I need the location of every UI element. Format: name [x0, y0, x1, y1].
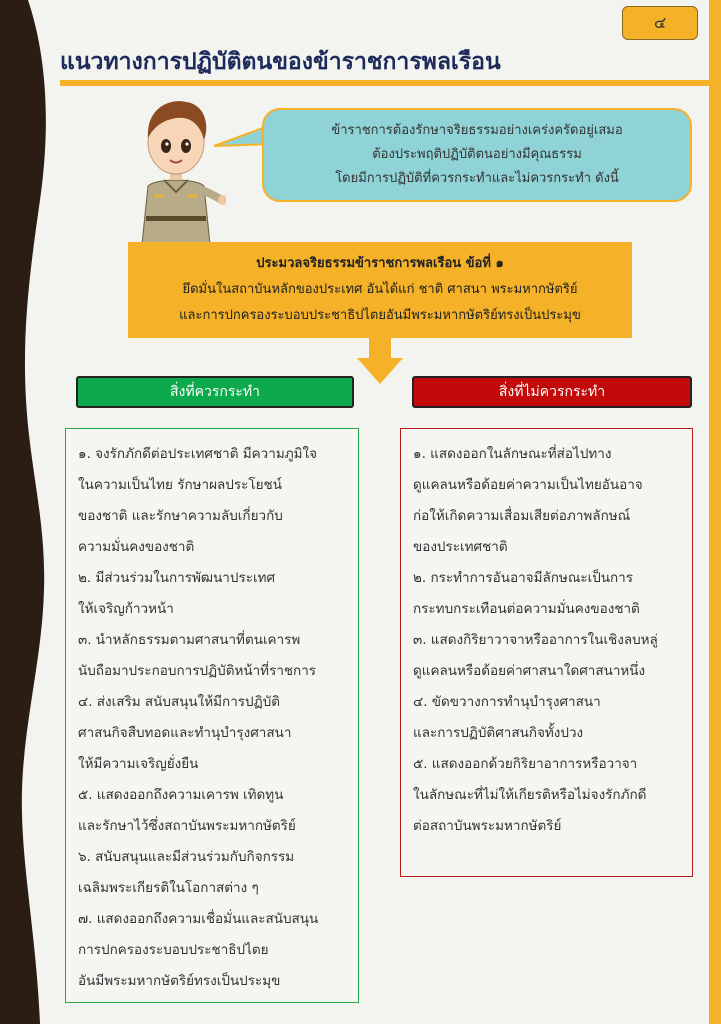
- left-decorative-band: [0, 0, 56, 1024]
- do-list-line: ๑. จงรักภักดีต่อประเทศชาติ มีความภูมิใจ: [78, 446, 318, 462]
- dont-list-line: ๒. กระทำการอันอาจมีลักษณะเป็นการ: [413, 570, 634, 586]
- do-list-line: ให้เจริญก้าวหน้า: [78, 601, 174, 617]
- right-accent-bar: [709, 0, 721, 1024]
- page-title: แนวทางการปฏิบัติตนของข้าราชการพลเรือน: [60, 49, 501, 75]
- do-list-line: การปกครองระบอบประชาธิปไตย: [78, 942, 269, 958]
- dont-list-line: และการปฏิบัติศาสนกิจทั้งปวง: [413, 725, 584, 741]
- dont-list-line: ก่อให้เกิดความเสื่อมเสียต่อภาพลักษณ์: [413, 508, 631, 524]
- speech-line: โดยมีการปฏิบัติที่ควรกระทำและไม่ควรกระทำ ดังนี้: [335, 171, 619, 186]
- dont-list-line: ๑. แสดงออกในลักษณะที่ส่อไปทาง: [413, 446, 612, 462]
- do-list-line: และรักษาไว้ซึ่งสถาบันพระมหากษัตริย์: [78, 818, 296, 834]
- principle-line: และการปกครองระบอบประชาธิปไตยอันมีพระมหากษัตริย์ทรงเป็นประมุข: [179, 308, 581, 323]
- principle-heading: ประมวลจริยธรรมข้าราชการพลเรือน ข้อที่ ๑: [256, 256, 504, 271]
- do-list-line: ให้มีความเจริญยั่งยืน: [78, 756, 199, 772]
- down-arrow-icon: [355, 336, 405, 386]
- dont-list-line: ดูแคลนหรือด้อยค่าศาสนาใดศาสนาหนึ่ง: [413, 663, 646, 679]
- speech-line: ต้องประพฤติปฏิบัติตนอย่างมีคุณธรรม: [372, 147, 582, 162]
- do-list-line: เฉลิมพระเกียรติในโอกาสต่าง ๆ: [78, 880, 259, 896]
- dont-list-line: กระทบกระเทือนต่อความมั่นคงของชาติ: [413, 601, 640, 617]
- do-list: [65, 428, 359, 1003]
- do-list-line: ความมั่นคงของชาติ: [78, 539, 195, 555]
- dont-list-line: ในลักษณะที่ไม่ให้เกียรติหรือไม่จงรักภักดี: [413, 787, 647, 803]
- dont-heading-label: สิ่งที่ไม่ควรกระทำ: [498, 384, 606, 400]
- do-list-line: ศาสนกิจสืบทอดและทำนุบำรุงศาสนา: [78, 725, 292, 741]
- do-list-line: ในความเป็นไทย รักษาผลประโยชน์: [78, 477, 282, 493]
- do-list-line: ๓. นำหลักธรรมตามศาสนาที่ตนเคารพ: [78, 632, 301, 648]
- dont-list-line: ต่อสถาบันพระมหากษัตริย์: [413, 818, 562, 834]
- page-number-badge: [622, 6, 698, 40]
- dont-list-line: ดูแคลนหรือด้อยค่าความเป็นไทยอันอาจ: [413, 477, 643, 493]
- do-list-line: อันมีพระมหากษัตริย์ทรงเป็นประมุข: [78, 973, 281, 989]
- do-heading: [76, 376, 354, 408]
- dont-list: [400, 428, 693, 877]
- speech-line: ข้าราชการต้องรักษาจริยธรรมอย่างเคร่งครัดอยู่เสมอ: [331, 123, 623, 138]
- dont-list-line: ๕. แสดงออกด้วยกิริยาอาการหรือวาจา: [413, 756, 638, 772]
- civil-servant-character-icon: [126, 94, 226, 244]
- principle-line: ยึดมั่นในสถาบันหลักของประเทศ อันได้แก่ ชาติ ศาสนา พระมหากษัตริย์: [182, 282, 578, 297]
- do-list-line: ๕. แสดงออกถึงความเคารพ เทิดทูน: [78, 787, 284, 803]
- title-underline: [60, 80, 709, 86]
- page-number: ๔: [653, 12, 667, 32]
- do-list-line: ของชาติ และรักษาความลับเกี่ยวกับ: [78, 508, 283, 524]
- principle-box: [128, 242, 632, 338]
- do-list-line: นับถือมาประกอบการปฏิบัติหน้าที่ราชการ: [78, 663, 317, 679]
- dont-list-line: ๓. แสดงกิริยาวาจาหรืออาการในเชิงลบหลู่: [413, 632, 658, 648]
- dont-heading: [412, 376, 692, 408]
- dont-list-line: ของประเทศชาติ: [413, 539, 508, 555]
- do-list-line: ๒. มีส่วนร่วมในการพัฒนาประเทศ: [78, 570, 276, 586]
- do-list-line: ๗. แสดงออกถึงความเชื่อมั่นและสนับสนุน: [78, 911, 319, 927]
- speech-bubble: [262, 108, 692, 202]
- do-list-line: ๔. ส่งเสริม สนับสนุนให้มีการปฏิบัติ: [78, 694, 281, 710]
- dont-list-line: ๔. ขัดขวางการทำนุบำรุงศาสนา: [413, 694, 601, 710]
- do-list-line: ๖. สนับสนุนและมีส่วนร่วมกับกิจกรรม: [78, 849, 295, 865]
- do-heading-label: สิ่งที่ควรกระทำ: [170, 384, 260, 400]
